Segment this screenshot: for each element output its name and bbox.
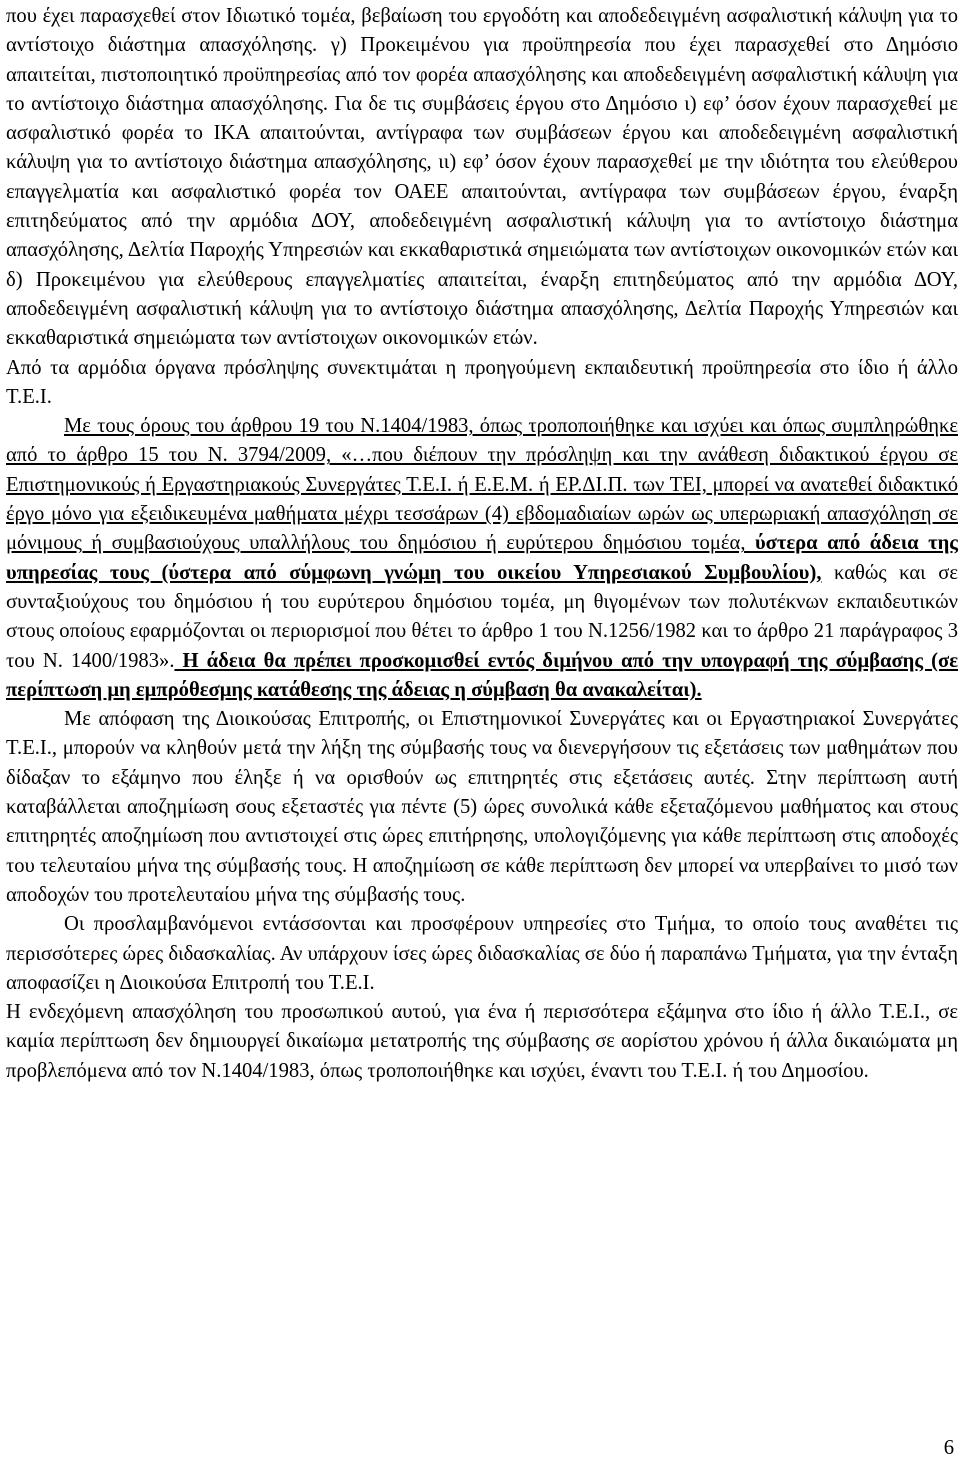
law-terms-underlined-text: Με τους όρους του άρθρου 19 του Ν.1404/1983, όπως τροποποιήθηκε και ισχύει και όπως συμπληρώθηκε από το άρθρο 15 του Ν. 3794/2009, «…που διέπουν την πρόσληψη και την ανάθεση διδακτικού έργου σε Επιστημονικούς ή Εργαστηριακούς Συνεργάτες Τ.Ε.Ι. ή Ε.Ε.Μ. ή ΕΡ.ΔΙ.Π. των ΤΕΙ, μπορεί να ανατεθεί διδακτικό έργο μόνο για εξειδικευμένα μαθήματα μέχρι τεσσάρων (4) εβδομαδιαίων ωρών ως υπερωριακή απασχόληση σε μόνιμους ή συμβασιούχους υπαλλήλους του δημόσιου ή ευρύτερου δημόσιου τομέα, bbox=[6, 415, 958, 555]
paragraph-law-terms bbox=[6, 412, 958, 705]
paragraph-department-assignment: Οι προσλαμβανόμενοι εντάσσονται και προσφέρουν υπηρεσίες στο Τμήμα, το οποίο τους αναθέτει τις περισσότερες ώρες διδασκαλίας. Αν υπάρχουν ίσες ώρες διδασκαλίας σε δύο ή παραπάνω Τμήματα, για την ένταξη αποφασίζει η Διοικούσα Επιτροπή του Τ.Ε.Ι. bbox=[6, 913, 958, 994]
paragraph-employment-rights: Η ενδεχόμενη απασχόληση του προσωπικού αυτού, για ένα ή περισσότερα εξάμηνα στο ίδιο ή άλλο Τ.Ε.Ι., σε καμία περίπτωση δεν δημιουργεί δικαίωμα μετατροπής της σύμβασης σε αορίστου χρόνου ή άλλα δικαιώματα μη προβλεπόμενα από τον Ν.1404/1983, όπως τροποποιήθηκε και ισχύει, έναντι του Τ.Ε.Ι. ή του Δημοσίου. bbox=[6, 1001, 958, 1082]
document-page bbox=[6, 2, 958, 1086]
permission-deadline-bold-text: Η άδεια θα πρέπει προσκομισθεί εντός διμήνου από την υπογραφή της σύμβασης (σε περίπτωση μη εμπρόθεσμης κατάθεσης της άδειας η σύμβαση θα ανακαλείται). bbox=[6, 649, 958, 701]
service-permission-bold-text: ύστερα από άδεια της υπηρεσίας τους (ύστερα από σύμφωνη γνώμη του οικείου Υπηρεσιακού Συμβουλίου), bbox=[6, 532, 958, 584]
law-terms-plain-text: καθώς και σε συνταξιούχους του δημόσιου ή του ευρύτερου δημόσιου τομέα, μη θιγομένων των πολυτέκνων εκπαιδευτικών στους οποίους εφαρμόζονται οι περιορισμοί που θέτει το άρθρο 1 του Ν.1256/1982 και το άρθρο 21 παράγραφος 3 του Ν. 1400/1983». bbox=[6, 561, 958, 672]
paragraph-examinations: Με απόφαση της Διοικούσας Επιτροπής, οι Επιστημονικοί Συνεργάτες και οι Εργαστηριακοί Συνεργάτες Τ.Ε.Ι., μπορούν να κληθούν μετά την λήξη της σύμβασής τους να διενεργήσουν τις εξετάσεις των μαθημάτων που δίδαξαν το εξάμηνο που έληξε ή να ορισθούν ως επιτηρητές στις εξετάσεις αυτές. Στην περίπτωση αυτή καταβάλλεται αποζημίωση σους εξεταστές για πέντε (5) ώρες συνολικά κάθε εξεταζόμενου μαθήματος και στους επιτηρητές αποζημίωση που αντιστοιχεί στις ώρες επιτήρησης, υπολογιζόμενης για κάθε περίπτωση στις αποδοχές του τελευταίου μήνα της σύμβασής τους. Η αποζημίωση σε κάθε περίπτωση δεν μπορεί να υπερβαίνει το μισό των αποδοχών του προτελευταίου μήνα της σύμβασής τους. bbox=[6, 708, 958, 906]
paragraph-supporting-documents: που έχει παρασχεθεί στον Ιδιωτικό τομέα, βεβαίωση του εργοδότη και αποδεδειγμένη ασφαλιστική κάλυψη για το αντίστοιχο διάστημα απασχόλησης. γ) Προκειμένου για προϋπηρεσία που έχει παρασχεθεί στο Δημόσιο απαιτείται, πιστοποιητικό προϋπηρεσίας από τον φορέα απασχόλησης και αποδεδειγμένη ασφαλιστική κάλυψη για το αντίστοιχο διάστημα απασχόλησης. Για δε τις συμβάσεις έργου στο Δημόσιο ι) εφ’ όσον έχουν παρασχεθεί με ασφαλιστικό φορέα το ΙΚΑ απαιτούνται, αντίγραφα των συμβάσεων έργου και αποδεδειγμένη ασφαλιστική κάλυψη για το αντίστοιχο διάστημα απασχόλησης, ιι) εφ’ όσον έχουν παρασχεθεί με την ιδιότητα του ελεύθερου επαγγελματία και ασφαλιστικό φορέα τον ΟΑΕΕ απαιτούνται, αντίγραφα των συμβάσεων έργου, έναρξη επιτηδεύματος από την αρμόδια ΔΟΥ, αποδεδειγμένη ασφαλιστική κάλυψη για το αντίστοιχο διάστημα απασχόλησης, Δελτία Παροχής Υπηρεσιών και εκκαθαριστικά σημειώματα των αντίστοιχων οικονομικών ετών και δ) Προκειμένου για ελεύθερους επαγγελματίες απαιτείται, έναρξη επιτηδεύματος από την αρμόδια ΔΟΥ, αποδεδειγμένη ασφαλιστική κάλυψη για το αντίστοιχο διάστημα απασχόλησης, Δελτία Παροχής Υπηρεσιών και εκκαθαριστικά σημειώματα των αντίστοιχων οικονομικών ετών. bbox=[6, 5, 958, 350]
page-number: 6 bbox=[943, 1437, 954, 1459]
paragraph-prior-teaching-experience: Από τα αρμόδια όργανα πρόσληψης συνεκτιμάται η προηγούμενη εκπαιδευτική προϋπηρεσία στο ίδιο ή άλλο Τ.Ε.Ι. bbox=[6, 356, 958, 408]
